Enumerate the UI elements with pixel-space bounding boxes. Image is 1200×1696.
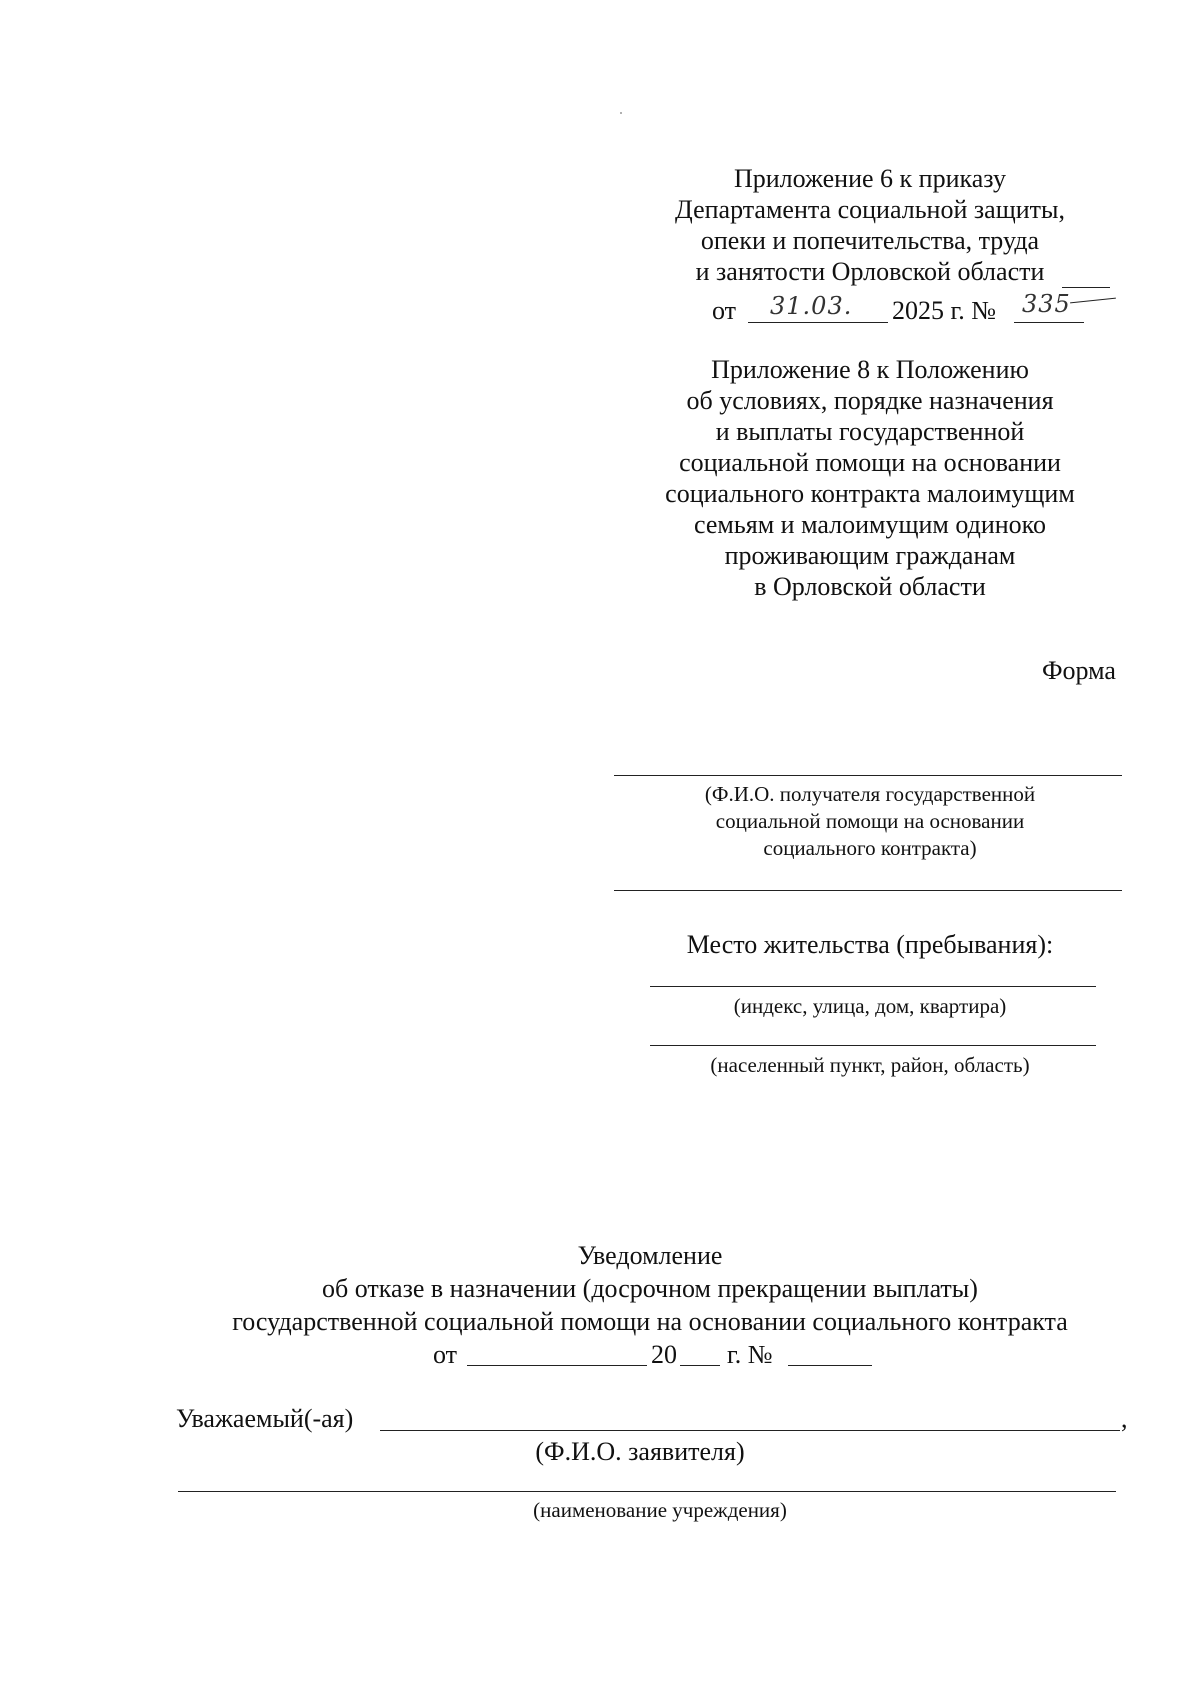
form-label: Форма [1042, 656, 1116, 685]
order-date-prefix: от [712, 296, 737, 325]
header-line-2: Департамента социальной защиты, [675, 195, 1065, 224]
order-year-text: 2025 г. № [892, 296, 997, 325]
residence-label: Место жительства (пребывания): [686, 930, 1054, 959]
order-date-handwritten: 31.03. [770, 292, 853, 320]
notice-subtitle-2: государственной социальной помощи на основании социального контракта [232, 1307, 1068, 1336]
notice-number-label: г. № [727, 1340, 773, 1369]
applicant-name-line [380, 1430, 1120, 1431]
recipient-fio-line [614, 775, 1122, 776]
order-number-tail [1070, 298, 1116, 304]
annex-line-7: проживающим гражданам [724, 541, 1016, 570]
header-line-1: Приложение 6 к приказу [733, 164, 1006, 193]
header-line-3: опеки и попечительства, труда [700, 226, 1040, 255]
fio-caption-line-1: (Ф.И.О. получателя государственной [704, 782, 1036, 806]
annex-line-5: социального контракта малоимущим [665, 479, 1075, 508]
annex-line-1: Приложение 8 к Положению [711, 355, 1029, 384]
locality-caption: (населенный пункт, район, область) [710, 1053, 1030, 1077]
order-number-underline [1014, 322, 1084, 323]
fio-caption-line-3: социального контракта) [763, 836, 977, 860]
applicant-caption: (Ф.И.О. заявителя) [535, 1437, 745, 1466]
regulation-annex-header [630, 354, 1110, 602]
salutation-comma: , [1121, 1404, 1128, 1433]
salutation-label: Уважаемый(-ая) [176, 1404, 354, 1433]
order-date-underline [748, 322, 888, 323]
notice-date-century: 20 [651, 1340, 677, 1369]
notice-date-blank [467, 1365, 647, 1366]
order-annex-header [630, 163, 1110, 287]
notice-title: Уведомление [577, 1241, 723, 1270]
notice-year-blank [680, 1365, 720, 1366]
annex-line-6: семьям и малоимущим одиноко [694, 510, 1046, 539]
order-number-handwritten: 335 [1022, 290, 1071, 318]
annex-line-8: в Орловской области [754, 572, 986, 601]
header-line-4: и занятости Орловской области [695, 257, 1045, 286]
institution-caption: (наименование учреждения) [533, 1498, 787, 1522]
annex-line-3: и выплаты государственной [715, 417, 1025, 446]
fio-caption-line-2: социальной помощи на основании [715, 809, 1025, 833]
notice-date-prefix: от [433, 1340, 458, 1369]
notice-number-blank [788, 1365, 872, 1366]
annex-line-2: об условиях, порядке назначения [686, 386, 1054, 415]
address-caption: (индекс, улица, дом, квартира) [733, 994, 1007, 1018]
notice-subtitle-1: об отказе в назначении (досрочном прекращении выплаты) [322, 1274, 978, 1303]
locality-line [650, 1045, 1096, 1046]
scan-speck [620, 112, 622, 114]
address-line [650, 986, 1096, 987]
recipient-extra-line [614, 890, 1122, 891]
header-tail-underline [1062, 287, 1110, 288]
institution-line [178, 1491, 1116, 1492]
recipient-fio-caption [620, 781, 1120, 862]
annex-line-4: социальной помощи на основании [679, 448, 1061, 477]
